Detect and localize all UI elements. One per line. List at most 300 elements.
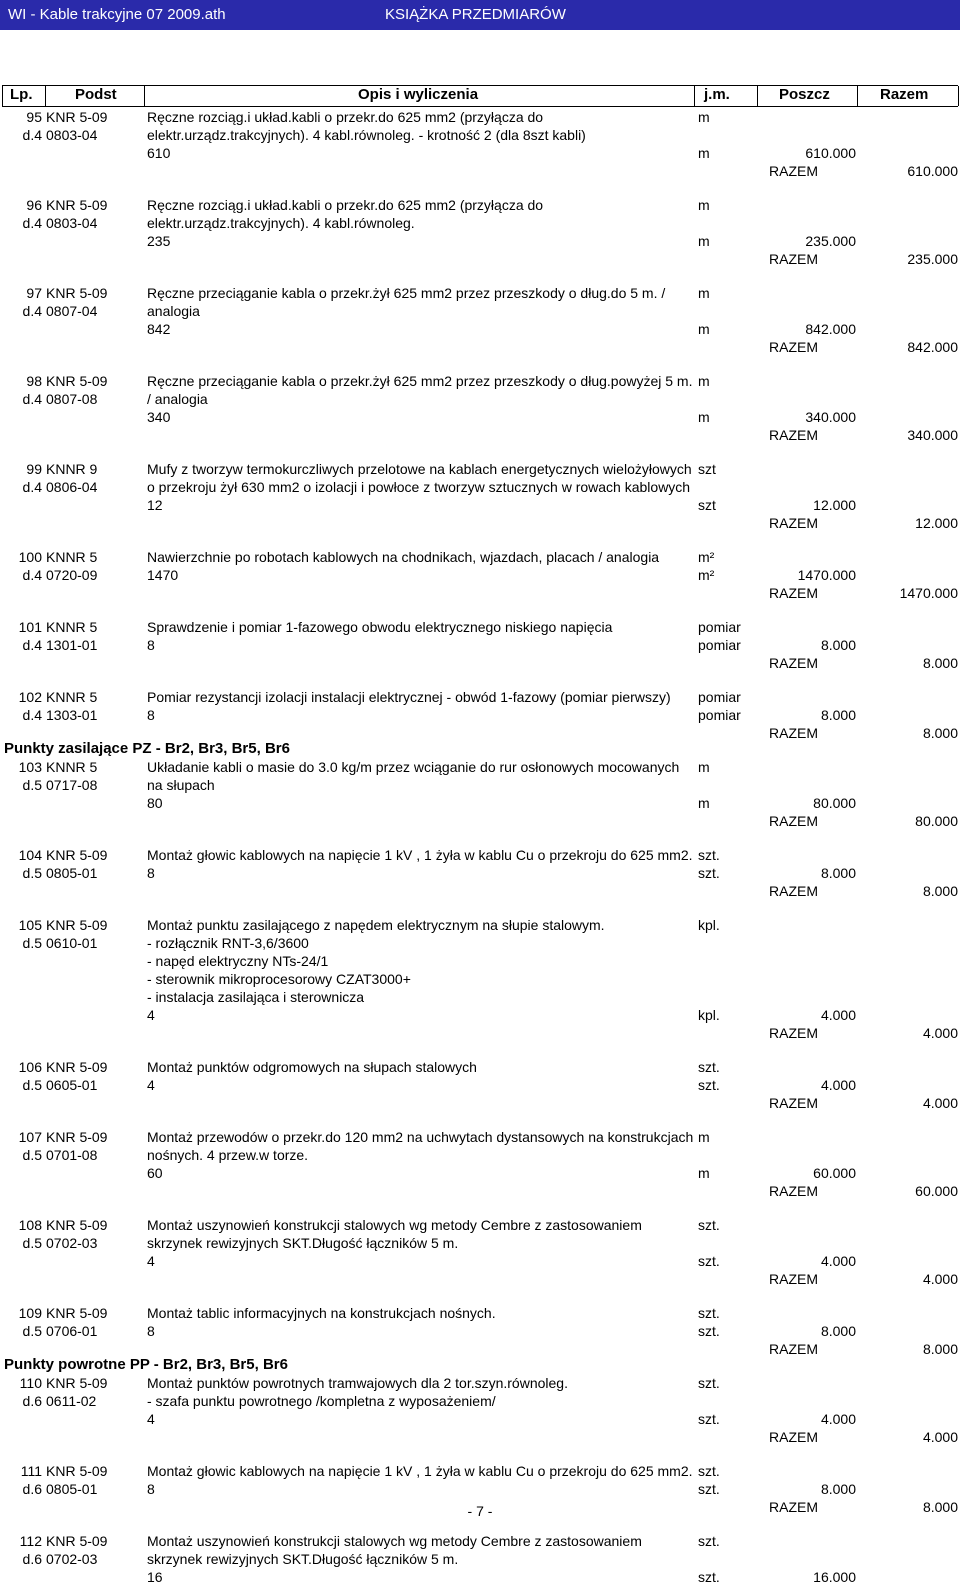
entry-description: Montaż punktów powrotnych tramwajowych dla 2 tor.szyn.równoleg. - szafa punktu powrotnego /kompletna z wyposażeniem/ [147,1375,568,1409]
razem-value: 12.000 [915,515,958,531]
razem-value: 4.000 [922,1025,958,1041]
entry-row [0,758,960,830]
quantity-row [0,1568,960,1586]
quantity-row [0,1006,960,1024]
razem-row [0,812,960,830]
quantity-value: 8.000 [820,865,856,881]
quantity-unit: szt. [698,1253,720,1269]
entry-code-position: 0807-08 [46,391,98,407]
entries-list [0,108,960,1586]
quantity-value: 340.000 [805,409,856,425]
razem-label: RAZEM [769,1095,818,1111]
quantity-unit: szt. [698,1323,720,1339]
quantity-row [0,636,960,654]
entry-description: Ręczne rozciąg.i układ.kabli o przekr.do 625 mm2 (przyłącza do elektr.urządz.trakcyjnych). 4 kabl.równoleg. - krotność 2 (dla 8szt kabli) [147,109,586,143]
razem-row [0,724,960,742]
entry-unit: m [698,759,710,775]
quantity-unit: szt. [698,1411,720,1427]
entry-gap [0,444,960,460]
entry-code-catalog: KNR 5-09 [46,1463,108,1479]
entry-code [46,460,146,496]
entry-description: Nawierzchnie po robotach kablowych na chodnikach, wjazdach, placach / analogia [147,549,660,565]
quantity-row [0,1480,960,1498]
entry-unit: szt. [698,1463,720,1479]
entry-unit: m [698,1129,710,1145]
quantity-formula: 4 [147,1007,155,1023]
entry-lp: 102 [18,689,42,705]
razem-label: RAZEM [769,655,818,671]
quantity-row [0,496,960,514]
entry-lp: 111 [20,1463,42,1479]
entry-code-catalog: KNNR 5 [46,619,98,635]
entry-code-catalog: KNNR 5 [46,549,98,565]
entry-unit: szt [698,461,716,477]
entry-lp: 101 [18,619,42,635]
entry-lp: 96 [26,197,42,213]
quantity-formula: 80 [147,795,163,811]
quantity-row [0,794,960,812]
entry-code-position: 1303-01 [46,707,98,723]
entry-code [46,1374,146,1410]
razem-value: 60.000 [915,1183,958,1199]
entry-code-catalog: KNNR 5 [46,689,98,705]
razem-row [0,426,960,444]
entry-description: Montaż punktu zasilającego z napędem elektrycznym na słupie stalowym. - rozłącznik RNT-3,6/3600 - napęd elektryczny NTs-24/1 - sterownik mikroprocesorowy CZAT3000+ - instalacja zasilająca i sterownicza [147,917,605,1005]
entry-code-position: 0701-08 [46,1147,98,1163]
razem-value: 8.000 [922,725,958,741]
entry-lp: 109 [18,1305,42,1321]
entry-lp: 106 [18,1059,42,1075]
entry-number [2,460,42,496]
entry-code-position: 0807-04 [46,303,98,319]
quantity-formula: 235 [147,233,171,249]
razem-value: 235.000 [907,251,958,267]
quantity-value: 8.000 [820,707,856,723]
razem-label: RAZEM [769,1341,818,1357]
razem-label: RAZEM [769,515,818,531]
razem-row [0,338,960,356]
entry-code [46,372,146,408]
entry-code-catalog: KNNR 5 [46,759,98,775]
razem-row [0,1270,960,1288]
section-title: Punkty powrotne PP - Br2, Br3, Br5, Br6 [4,1356,288,1373]
quantity-row [0,1322,960,1340]
quantity-row [0,1164,960,1182]
entry-code-catalog: KNR 5-09 [46,1059,108,1075]
quantity-row [0,232,960,250]
quantity-unit: pomiar [698,707,741,723]
entry-code-catalog: KNR 5-09 [46,1375,108,1391]
window-title-bar [0,0,960,30]
entry-lp: 99 [26,461,42,477]
entry-code-catalog: KNNR 9 [46,461,98,477]
entry-sub: d.4 [22,303,42,319]
razem-label: RAZEM [769,813,818,829]
entry-code [46,284,146,320]
entry-code-position: 1301-01 [46,637,98,653]
entry-gap [0,1288,960,1304]
entry-code-position: 0611-02 [46,1393,97,1409]
entry-description: Montaż głowic kablowych na napięcie 1 kV , 1 żyła w kablu Cu o przekroju do 625 mm2. [147,1463,693,1479]
entry-gap [0,900,960,916]
quantity-value: 16.000 [813,1569,856,1585]
razem-row [0,882,960,900]
razem-value: 340.000 [907,427,958,443]
entry-row [0,916,960,1042]
entry-sub: d.4 [22,391,42,407]
entry-row [0,1058,960,1112]
razem-row [0,1340,960,1358]
entry-code [46,1216,146,1252]
quantity-value: 80.000 [813,795,856,811]
razem-label: RAZEM [769,1183,818,1199]
entry-code-catalog: KNR 5-09 [46,109,108,125]
entry-code-catalog: KNR 5-09 [46,917,108,933]
quantity-value: 60.000 [813,1165,856,1181]
razem-label: RAZEM [769,1025,818,1041]
entry-description: Sprawdzenie i pomiar 1-fazowego obwodu elektrycznego niskiego napięcia [147,619,613,635]
quantity-value: 12.000 [813,497,856,513]
divider [757,86,758,106]
quantity-row [0,1410,960,1428]
entry-code-catalog: KNR 5-09 [46,847,108,863]
entry-code-catalog: KNR 5-09 [46,1533,108,1549]
col-poszcz: Poszcz [779,86,830,103]
entry-unit: m [698,285,710,301]
entry-code-position: 0805-01 [46,865,98,881]
file-title: WI - Kable trakcyjne 07 2009.ath [8,6,226,23]
quantity-unit: pomiar [698,637,741,653]
quantity-formula: 16 [147,1569,163,1585]
entry-unit: pomiar [698,689,741,705]
entry-row [0,1216,960,1288]
entry-unit: kpl. [698,917,720,933]
quantity-formula: 842 [147,321,171,337]
entry-gap [0,602,960,618]
quantity-value: 4.000 [820,1077,856,1093]
quantity-formula: 8 [147,707,155,723]
entry-code [46,916,146,952]
quantity-unit: m [698,409,710,425]
razem-row [0,250,960,268]
entry-number [2,284,42,320]
entry-unit: szt. [698,1533,720,1549]
quantity-unit: m [698,1165,710,1181]
entry-sub: d.5 [22,1323,42,1339]
entry-sub: d.5 [22,1235,42,1251]
entry-unit: szt. [698,1305,720,1321]
entry-gap [0,180,960,196]
entry-sub: d.5 [22,935,42,951]
entry-code-catalog: KNR 5-09 [46,373,108,389]
entry-description: Montaż tablic informacyjnych na konstrukcjach nośnych. [147,1305,496,1321]
quantity-unit: m [698,321,710,337]
quantity-value: 4.000 [820,1253,856,1269]
quantity-formula: 340 [147,409,171,425]
entry-description: Mufy z tworzyw termokurczliwych przelotowe na kablach energetycznych wielożyłowych o przekroju żył 630 mm2 o izolacji i powłoce z tworzyw sztucznych w rowach kablowych [147,461,692,495]
entry-unit: m [698,197,710,213]
entry-lp: 104 [18,847,42,863]
razem-value: 842.000 [907,339,958,355]
entry-code-position: 0803-04 [46,215,98,231]
entry-lp: 112 [19,1533,42,1549]
entry-number [2,758,42,794]
entry-unit: szt. [698,1375,720,1391]
quantity-value: 842.000 [805,321,856,337]
entry-unit: m [698,109,710,125]
divider [857,86,858,106]
quantity-row [0,408,960,426]
entry-sub: d.4 [22,567,42,583]
entry-sub: d.4 [22,479,42,495]
entry-unit: pomiar [698,619,741,635]
entry-row [0,460,960,532]
entry-unit: szt. [698,847,720,863]
razem-label: RAZEM [769,585,818,601]
entry-sub: d.4 [22,637,42,653]
razem-label: RAZEM [769,725,818,741]
entry-gap [0,672,960,688]
quantity-row [0,1076,960,1094]
entry-sub: d.4 [22,215,42,231]
entry-code-position: 0720-09 [46,567,98,583]
quantity-value: 8.000 [820,1323,856,1339]
quantity-row [0,706,960,724]
entry-sub: d.6 [22,1393,42,1409]
entry-description: Ręczne przeciąganie kabla o przekr.żył 625 mm2 przez przeszkody o dług.do 5 m. / analogia [147,285,666,319]
entry-gap [0,1446,960,1462]
col-opis: Opis i wyliczenia [358,86,479,103]
entry-code [46,108,146,144]
entry-code-catalog: KNR 5-09 [46,197,108,213]
entry-unit: m² [698,549,715,565]
quantity-unit: szt. [698,1481,720,1497]
razem-value: 80.000 [915,813,958,829]
entry-gap [0,268,960,284]
entry-row [0,196,960,268]
entry-sub: d.4 [22,127,42,143]
quantity-row [0,1252,960,1270]
quantity-value: 1470.000 [797,567,856,583]
razem-value: 4.000 [922,1271,958,1287]
entry-description: Ręczne przeciąganie kabla o przekr.żył 625 mm2 przez przeszkody o dług.powyżej 5 m. / analogia [147,373,693,407]
razem-value: 8.000 [922,1499,958,1515]
col-podst: Podst [75,86,117,103]
entry-code-position: 0717-08 [46,777,98,793]
quantity-row [0,320,960,338]
entry-description: Montaż przewodów o przekr.do 120 mm2 na uchwytach dystansowych na konstrukcjach nośnych. 4 przew.w torze. [147,1129,694,1163]
entry-sub: d.5 [22,777,42,793]
razem-label: RAZEM [769,883,818,899]
col-razem: Razem [880,86,929,103]
section-title: Punkty zasilające PZ - Br2, Br3, Br5, Br6 [4,740,290,757]
entry-number [2,108,42,144]
razem-label: RAZEM [769,163,818,179]
entry-description: Montaż uszynowień konstrukcji stalowych wg metody Cembre z zastosowaniem skrzynek rewizyjnych SKT.Długość łączników 5 m. [147,1533,642,1567]
col-jm: j.m. [704,86,730,103]
entry-code [46,758,146,794]
razem-label: RAZEM [769,339,818,355]
entry-lp: 110 [19,1375,42,1391]
quantity-formula: 4 [147,1411,155,1427]
entry-lp: 103 [18,759,42,775]
quantity-value: 8.000 [820,1481,856,1497]
entry-number [2,1216,42,1252]
entry-row [0,618,960,672]
table-header-bottom-border [2,106,958,107]
quantity-unit: kpl. [698,1007,720,1023]
entry-description: Pomiar rezystancji izolacji instalacji elektrycznej - obwód 1-fazowy (pomiar pierwszy) [147,689,671,705]
quantity-formula: 4 [147,1077,155,1093]
entry-gap [0,1042,960,1058]
entry-code-position: 0610-01 [46,935,98,951]
quantity-formula: 8 [147,1323,155,1339]
entry-gap [0,356,960,372]
divider [694,86,695,106]
entry-row [0,284,960,356]
entry-code-position: 0702-03 [46,1551,98,1567]
razem-value: 610.000 [907,163,958,179]
entry-code-position: 0605-01 [46,1077,98,1093]
entry-number [2,916,42,952]
quantity-unit: m [698,795,710,811]
entry-lp: 100 [18,549,42,565]
entry-code [46,1128,146,1164]
quantity-unit: m² [698,567,715,583]
document-title: KSIĄŻKA PRZEDMIARÓW [385,6,566,23]
quantity-formula: 8 [147,637,155,653]
razem-label: RAZEM [769,1429,818,1445]
razem-value: 8.000 [922,883,958,899]
razem-value: 4.000 [922,1095,958,1111]
entry-number [2,1128,42,1164]
entry-code [46,1532,146,1568]
quantity-unit: szt. [698,865,720,881]
quantity-value: 4.000 [820,1411,856,1427]
entry-description: Układanie kabli o masie do 3.0 kg/m przez wciąganie do rur osłonowych mocowanych na słupach [147,759,680,793]
entry-row [0,372,960,444]
razem-value: 4.000 [922,1429,958,1445]
quantity-formula: 8 [147,865,155,881]
entry-row [0,1304,960,1358]
razem-label: RAZEM [769,427,818,443]
entry-sub: d.5 [22,1077,42,1093]
entry-lp: 107 [18,1129,42,1145]
razem-label: RAZEM [769,1271,818,1287]
quantity-value: 235.000 [805,233,856,249]
entry-row [0,548,960,602]
razem-value: 8.000 [922,655,958,671]
razem-row [0,654,960,672]
entry-code-catalog: KNR 5-09 [46,285,108,301]
entry-row [0,1374,960,1446]
entry-unit: m [698,373,710,389]
entry-sub: d.5 [22,1147,42,1163]
entry-number [2,372,42,408]
quantity-value: 4.000 [820,1007,856,1023]
quantity-value: 8.000 [820,637,856,653]
quantity-formula: 4 [147,1253,155,1269]
divider [45,86,46,106]
entry-unit: szt. [698,1217,720,1233]
entry-sub: d.6 [22,1551,42,1567]
entry-number [2,1374,42,1410]
entry-code [46,196,146,232]
razem-row [0,1024,960,1042]
entry-code-position: 0806-04 [46,479,98,495]
quantity-unit: szt. [698,1569,720,1585]
entry-sub: d.5 [22,865,42,881]
entry-lp: 108 [18,1217,42,1233]
quantity-unit: szt. [698,1077,720,1093]
entry-lp: 105 [18,917,42,933]
entry-gap [0,1112,960,1128]
quantity-formula: 60 [147,1165,163,1181]
entry-lp: 98 [26,373,42,389]
quantity-row [0,144,960,162]
entry-sub: d.6 [22,1481,42,1497]
entry-code-position: 0706-01 [46,1323,98,1339]
entry-sub: d.4 [22,707,42,723]
page-number: - 7 - [467,1503,493,1519]
quantity-unit: m [698,233,710,249]
razem-row [0,1428,960,1446]
quantity-formula: 8 [147,1481,155,1497]
entry-code-position: 0805-01 [46,1481,98,1497]
quantity-value: 610.000 [805,145,856,161]
entry-code-position: 0803-04 [46,127,98,143]
entry-number [2,1532,42,1568]
razem-label: RAZEM [769,1499,818,1515]
entry-row [0,1128,960,1200]
razem-row [0,584,960,602]
entry-gap [0,1200,960,1216]
entry-code-catalog: KNR 5-09 [46,1217,108,1233]
entry-code-catalog: KNR 5-09 [46,1129,108,1145]
razem-value: 1470.000 [899,585,958,601]
quantity-row [0,864,960,882]
razem-row [0,162,960,180]
entry-gap [0,830,960,846]
divider [2,86,3,106]
razem-row [0,1182,960,1200]
entry-lp: 95 [26,109,42,125]
razem-value: 8.000 [922,1341,958,1357]
entry-gap [0,532,960,548]
razem-label: RAZEM [769,251,818,267]
entry-lp: 97 [26,285,42,301]
divider [958,86,959,106]
entry-number [2,196,42,232]
quantity-unit: m [698,145,710,161]
quantity-row [0,566,960,584]
razem-row [0,1094,960,1112]
entry-row [0,108,960,180]
quantity-formula: 12 [147,497,163,513]
entry-row [0,688,960,742]
quantity-unit: szt [698,497,716,513]
entry-description: Montaż głowic kablowych na napięcie 1 kV , 1 żyła w kablu Cu o przekroju do 625 mm2. [147,847,693,863]
entry-description: Montaż punktów odgromowych na słupach stalowych [147,1059,477,1075]
entry-row [0,1532,960,1586]
entry-description: Ręczne rozciąg.i układ.kabli o przekr.do 625 mm2 (przyłącza do elektr.urządz.trakcyjnych). 4 kabl.równoleg. [147,197,544,231]
entry-row [0,846,960,900]
razem-row [0,514,960,532]
entry-description: Montaż uszynowień konstrukcji stalowych wg metody Cembre z zastosowaniem skrzynek rewizyjnych SKT.Długość łączników 5 m. [147,1217,642,1251]
quantity-formula: 610 [147,145,171,161]
entry-code-catalog: KNR 5-09 [46,1305,108,1321]
col-lp: Lp. [10,86,33,103]
